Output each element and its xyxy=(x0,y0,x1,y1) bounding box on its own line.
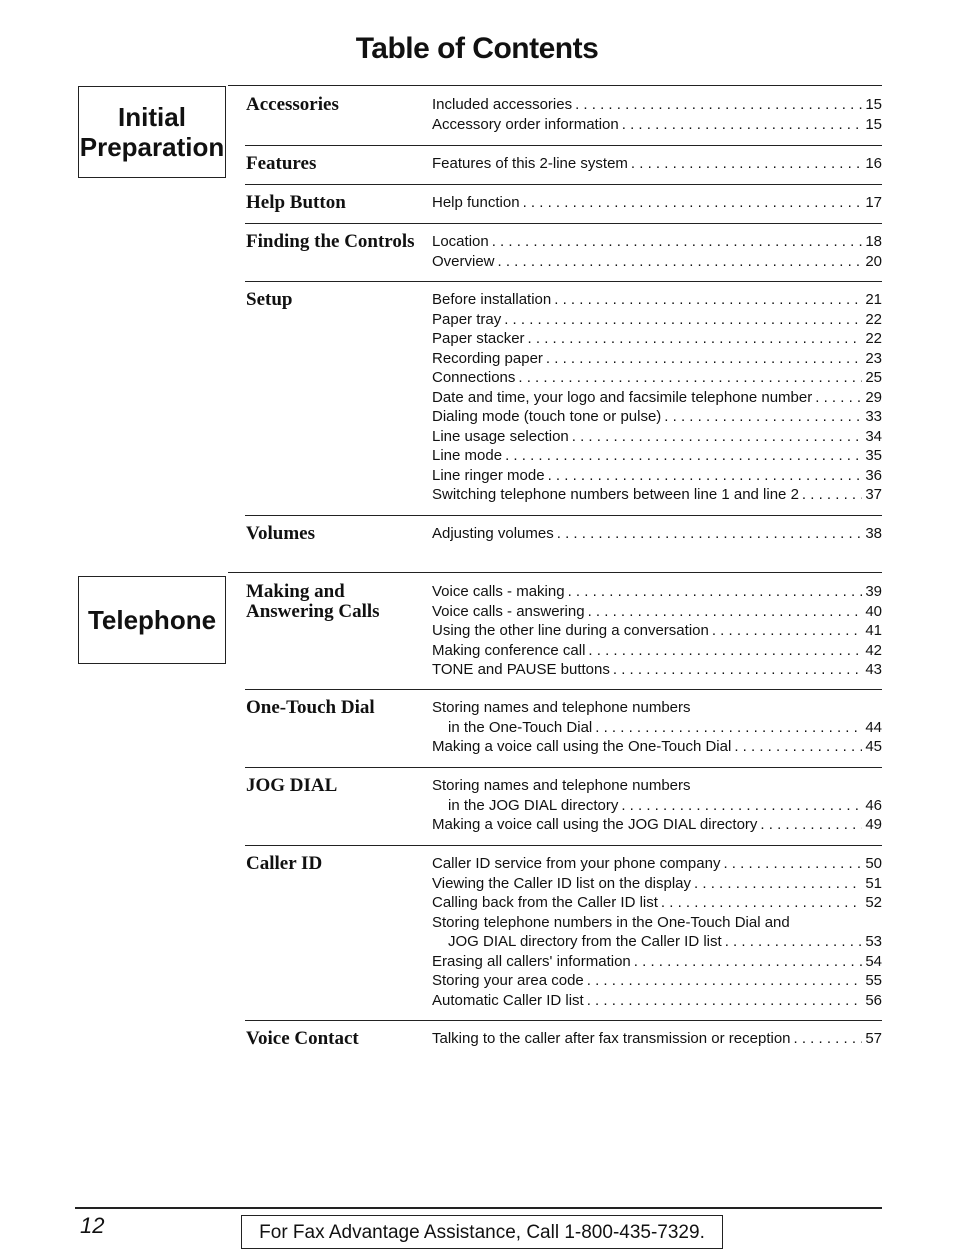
toc-entry[interactable]: Connections . . . 25 xyxy=(432,368,882,388)
toc-entry[interactable]: Erasing all callers' information . . . 54 xyxy=(432,952,882,972)
toc-entry[interactable]: Date and time, your logo and facsimile telephone number . . . 29 xyxy=(432,388,882,408)
section-divider xyxy=(245,184,882,185)
section-title: Help Button xyxy=(246,192,346,213)
section-title: Features xyxy=(246,153,317,174)
toc-entry[interactable]: Included accessories . . . 15 xyxy=(432,95,882,115)
tab-initial-label-line2: Preparation xyxy=(79,132,225,162)
toc-entry[interactable]: Making a voice call using the JOG DIAL directory . . . 49 xyxy=(432,815,882,835)
toc-entry[interactable]: in the JOG DIAL directory . . . 46 xyxy=(432,796,882,816)
toc-entry[interactable]: Storing names and telephone numbers xyxy=(432,699,691,716)
tab-initial-label-line1: Initial xyxy=(118,102,186,132)
toc-entry[interactable]: Line mode . . . 35 xyxy=(432,446,882,466)
toc-entry[interactable]: Making conference call . . . 42 xyxy=(432,641,882,661)
section-title: Setup xyxy=(246,289,293,310)
section-title: JOG DIAL xyxy=(246,775,338,796)
assistance-note: For Fax Advantage Assistance, Call 1-800-435-7329. xyxy=(241,1215,723,1249)
tab-initial-preparation xyxy=(78,86,226,178)
toc-entry[interactable]: Overview . . . 20 xyxy=(432,252,882,272)
toc-entry[interactable]: Calling back from the Caller ID list . . . 52 xyxy=(432,893,882,913)
toc-entry[interactable]: Paper stacker . . . 22 xyxy=(432,329,882,349)
section-title-line1: Making and xyxy=(246,581,345,602)
tab-telephone xyxy=(78,576,226,664)
toc-entry[interactable]: Storing telephone numbers in the One-Touch Dial and xyxy=(432,913,790,931)
toc-entry[interactable]: Switching telephone numbers between line 1 and line 2 . . . 37 xyxy=(432,485,882,505)
section-title: Accessories xyxy=(246,94,339,115)
toc-entry[interactable]: Talking to the caller after fax transmission or reception . . . 57 xyxy=(432,1029,882,1049)
toc-entry[interactable]: Automatic Caller ID list . . . 56 xyxy=(432,991,882,1011)
section-divider xyxy=(245,845,882,846)
toc-entry[interactable]: Location . . . 18 xyxy=(432,232,882,252)
section-title: One-Touch Dial xyxy=(246,697,375,718)
toc-entry[interactable]: TONE and PAUSE buttons . . . 43 xyxy=(432,660,882,680)
toc-entry[interactable]: Storing names and telephone numbers xyxy=(432,777,691,794)
section-title xyxy=(246,582,430,622)
toc-entry[interactable]: Paper tray . . . 22 xyxy=(432,310,882,330)
toc-entry[interactable]: JOG DIAL directory from the Caller ID list . . . 53 xyxy=(432,932,882,952)
toc-entry[interactable]: Features of this 2-line system . . . 16 xyxy=(432,154,882,174)
toc-entry[interactable]: Adjusting volumes . . . 38 xyxy=(432,524,882,544)
page-title: Table of Contents xyxy=(355,32,599,65)
section-title: Caller ID xyxy=(246,853,323,874)
toc-entry[interactable]: Storing your area code . . . 55 xyxy=(432,971,882,991)
section-divider xyxy=(245,223,882,224)
toc-entry[interactable]: Accessory order information . . . 15 xyxy=(432,115,882,135)
toc-entry[interactable]: Using the other line during a conversation . . . 41 xyxy=(432,621,882,641)
section-divider xyxy=(245,1020,882,1021)
chapter-rule-initial xyxy=(228,85,882,86)
footer-rule xyxy=(75,1207,882,1209)
section-title: Voice Contact xyxy=(246,1028,359,1049)
toc-entry[interactable]: Voice calls - answering . . . 40 xyxy=(432,602,882,622)
section-title-line2: Answering Calls xyxy=(246,601,380,622)
page-number: 12 xyxy=(80,1213,105,1238)
toc-entry[interactable]: Voice calls - making . . . 39 xyxy=(432,582,882,602)
toc-entry[interactable]: Making a voice call using the One-Touch Dial . . . 45 xyxy=(432,737,882,757)
section-divider xyxy=(245,689,882,690)
section-divider xyxy=(245,515,882,516)
toc-entry[interactable]: Recording paper . . . 23 xyxy=(432,349,882,369)
toc-entry[interactable]: Line ringer mode . . . 36 xyxy=(432,466,882,486)
toc-entry[interactable]: Viewing the Caller ID list on the display . . . 51 xyxy=(432,874,882,894)
toc-entry[interactable]: Help function . . . 17 xyxy=(432,193,882,213)
section-title: Volumes xyxy=(246,523,315,544)
section-divider xyxy=(245,281,882,282)
toc-entry[interactable]: Dialing mode (touch tone or pulse) . . . 33 xyxy=(432,407,882,427)
section-divider xyxy=(245,145,882,146)
toc-entry[interactable]: Line usage selection . . . 34 xyxy=(432,427,882,447)
toc-entry[interactable]: in the One-Touch Dial . . . 44 xyxy=(432,718,882,738)
toc-entry[interactable]: Caller ID service from your phone company . . . 50 xyxy=(432,854,882,874)
toc-entry[interactable]: Before installation . . . 21 xyxy=(432,290,882,310)
section-divider xyxy=(245,767,882,768)
tab-telephone-label: Telephone xyxy=(87,605,217,635)
chapter-rule-telephone xyxy=(228,572,882,573)
section-title: Finding the Controls xyxy=(246,231,415,252)
